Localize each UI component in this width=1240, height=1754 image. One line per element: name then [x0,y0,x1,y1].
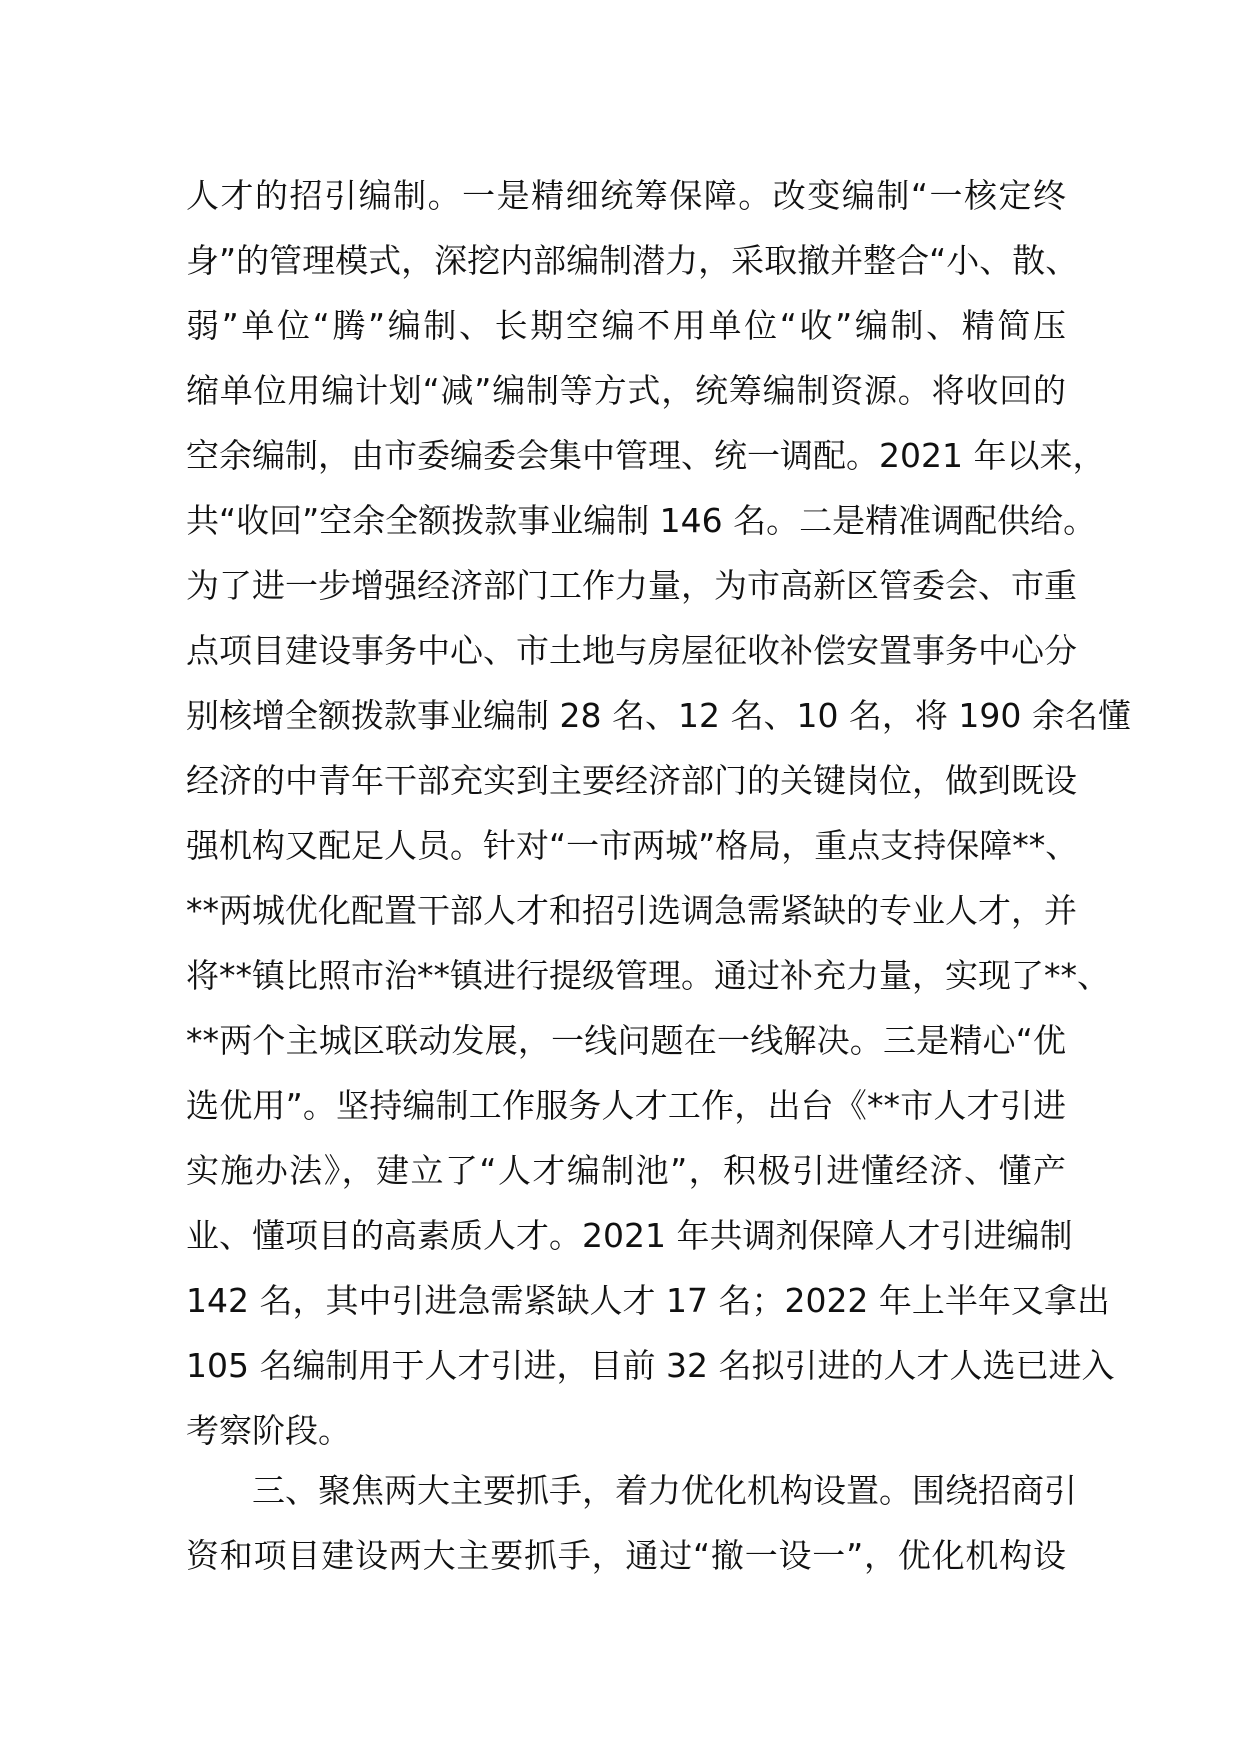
text-line: 共“收回”空余全额拨款事业编制 146 名。二是精准调配供给。 [186,501,1097,540]
text-line: **两城优化配置干部人才和招引选调急需紧缺的专业人才，并 [186,891,1077,930]
text-line: 实施办法》，建立了“人才编制池”，积极引进懂经济、懂产 [186,1151,1066,1190]
text-line: 选优用”。坚持编制工作服务人才工作，出台《**市人才引进 [186,1086,1066,1125]
text-line: 142 名，其中引进急需紧缺人才 17 名；2022 年上半年又拿出 [186,1281,1110,1320]
text-line: 资和项目建设两大主要抓手，通过“撤一设一”，优化机构设 [186,1536,1066,1575]
text-line: 身”的管理模式，深挖内部编制潜力，采取撤并整合“小、散、 [186,241,1079,280]
text-line: 人才的招引编制。一是精细统筹保障。改变编制“一核定终 [186,176,1066,215]
body-paragraph-1 [186,163,1131,1463]
text-line: 点项目建设事务中心、市土地与房屋征收补偿安置事务中心分 [186,631,1077,670]
text-line: 为了进一步增强经济部门工作力量，为市高新区管委会、市重 [186,566,1077,605]
body-paragraph-2 [186,1458,1077,1588]
text-line: 别核增全额拨款事业编制 28 名、12 名、10 名，将 190 余名懂 [186,696,1131,735]
text-line: 强机构又配足人员。针对“一市两城”格局，重点支持保障**、 [186,826,1079,865]
text-line: 105 名编制用于人才引进，目前 32 名拟引进的人才人选已进入 [186,1346,1115,1385]
text-line: 将**镇比照市治**镇进行提级管理。通过补充力量，实现了**、 [186,956,1110,995]
text-line: 弱”单位“腾”编制、长期空编不用单位“收”编制、精简压 [186,306,1066,345]
text-line: 考察阶段。 [186,1411,351,1450]
text-line: **两个主城区联动发展，一线问题在一线解决。三是精心“优 [186,1021,1066,1060]
text-line: 缩单位用编计划“减”编制等方式，统筹编制资源。将收回的 [186,371,1066,410]
text-line: 三、聚焦两大主要抓手，着力优化机构设置。围绕招商引 [252,1471,1077,1510]
text-line: 经济的中青年干部充实到主要经济部门的关键岗位，做到既设 [186,761,1077,800]
text-line: 业、懂项目的高素质人才。2021 年共调剂保障人才引进编制 [186,1216,1073,1255]
text-line: 空余编制，由市委编委会集中管理、统一调配。2021 年以来， [186,436,1106,475]
